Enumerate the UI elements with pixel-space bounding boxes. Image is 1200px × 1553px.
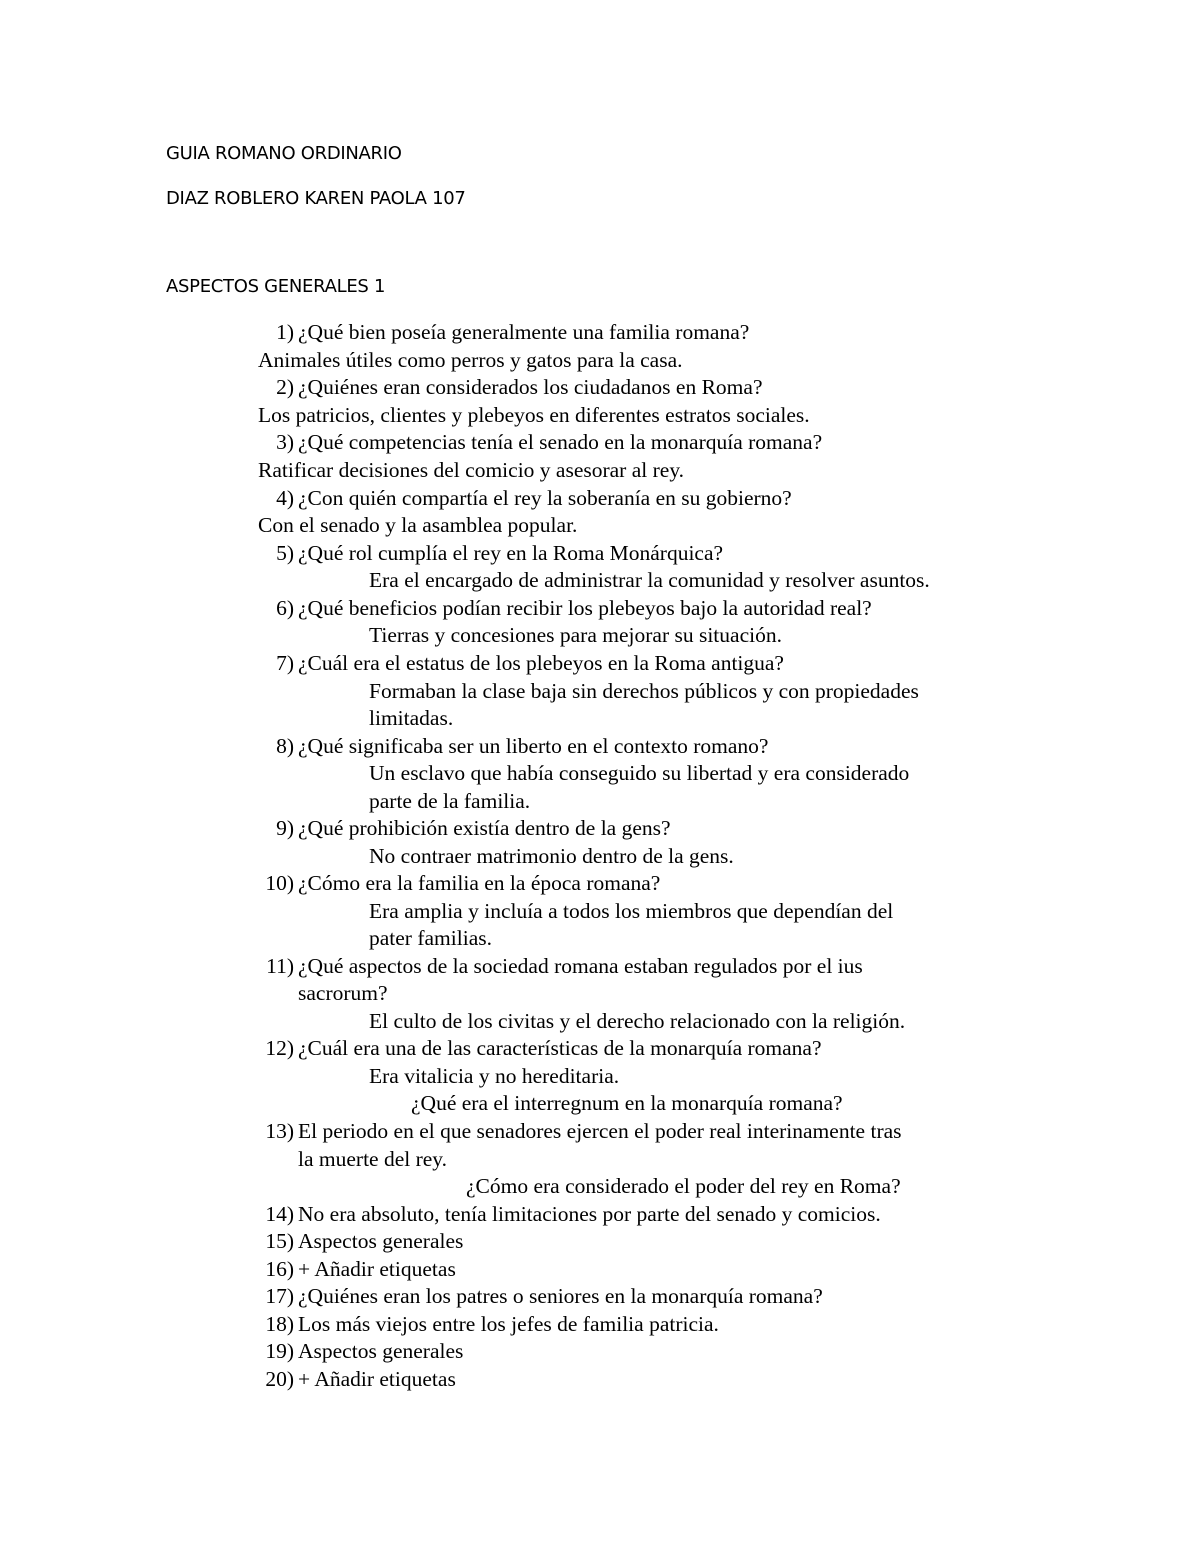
question-text: Aspectos generales	[298, 1339, 464, 1363]
answer-text: ¿Cómo era considerado el poder del rey en Roma?	[466, 1174, 901, 1198]
answer-text: Los patricios, clientes y plebeyos en diferentes estratos sociales.	[258, 403, 810, 427]
answer-text: Formaban la clase baja sin derechos públicos y con propiedades	[369, 679, 919, 703]
answer-text: pater familias.	[369, 926, 492, 950]
question-text: ¿Qué significaba ser un liberto en el contexto romano?	[298, 734, 769, 758]
answer-text: Tierras y concesiones para mejorar su situación.	[369, 623, 782, 647]
question-text: + Añadir etiquetas	[298, 1257, 456, 1281]
question-number: 9)	[276, 816, 294, 840]
question-text: Los más viejos entre los jefes de familia patricia.	[298, 1312, 719, 1336]
question-number: 1)	[276, 320, 294, 344]
question-number: 10)	[265, 871, 294, 895]
question-text: El periodo en el que senadores ejercen el poder real interinamente tras	[298, 1119, 902, 1143]
answer-text: Ratificar decisiones del comicio y asesorar al rey.	[258, 458, 685, 482]
question-number: 6)	[276, 596, 294, 620]
answer-text: No contraer matrimonio dentro de la gens.	[369, 844, 734, 868]
question-number: 16)	[265, 1257, 294, 1281]
question-number: 11)	[266, 954, 294, 978]
question-text: + Añadir etiquetas	[298, 1367, 456, 1391]
question-text: ¿Con quién compartía el rey la soberanía en su gobierno?	[298, 486, 792, 510]
answer-text: sacrorum?	[298, 981, 388, 1005]
question-number: 17)	[265, 1284, 294, 1308]
answer-text: Era vitalicia y no hereditaria.	[369, 1064, 620, 1088]
question-text: ¿Cómo era la familia en la época romana?	[298, 871, 661, 895]
question-number: 3)	[276, 430, 294, 454]
question-number: 18)	[265, 1312, 294, 1336]
answer-text: limitadas.	[369, 706, 454, 730]
question-text: No era absoluto, tenía limitaciones por parte del senado y comicios.	[298, 1202, 881, 1226]
question-text: ¿Qué prohibición existía dentro de la gens?	[298, 816, 671, 840]
answer-text: Con el senado y la asamblea popular.	[258, 513, 578, 537]
question-number: 5)	[276, 541, 294, 565]
question-text: ¿Qué beneficios podían recibir los plebeyos bajo la autoridad real?	[298, 596, 872, 620]
answer-text: parte de la familia.	[369, 789, 531, 813]
answer-text: Un esclavo que había conseguido su libertad y era considerado	[369, 761, 910, 785]
question-number: 7)	[276, 651, 294, 675]
question-number: 15)	[265, 1229, 294, 1253]
question-text: ¿Cuál era el estatus de los plebeyos en la Roma antigua?	[298, 651, 784, 675]
answer-text: ¿Qué era el interregnum en la monarquía romana?	[411, 1091, 843, 1115]
question-number: 2)	[276, 375, 294, 399]
question-text: ¿Qué rol cumplía el rey en la Roma Monárquica?	[298, 541, 724, 565]
answer-text: la muerte del rey.	[298, 1147, 448, 1171]
question-text: ¿Qué competencias tenía el senado en la monarquía romana?	[298, 430, 823, 454]
question-text: ¿Quiénes eran considerados los ciudadanos en Roma?	[298, 375, 763, 399]
question-number: 12)	[265, 1036, 294, 1060]
answer-text: El culto de los civitas y el derecho relacionado con la religión.	[369, 1009, 906, 1033]
question-number: 20)	[265, 1367, 294, 1391]
question-number: 4)	[276, 486, 294, 510]
question-number: 14)	[265, 1202, 294, 1226]
question-text: ¿Quiénes eran los patres o seniores en la monarquía romana?	[298, 1284, 823, 1308]
student-name: DIAZ ROBLERO KAREN PAOLA 107	[166, 188, 466, 209]
section-heading: ASPECTOS GENERALES 1	[166, 276, 386, 297]
question-text: ¿Qué aspectos de la sociedad romana estaban regulados por el ius	[298, 954, 863, 978]
question-number: 8)	[276, 734, 294, 758]
document-title: GUIA ROMANO ORDINARIO	[166, 143, 402, 164]
question-number: 13)	[265, 1119, 294, 1143]
answer-text: Era amplia y incluía a todos los miembros que dependían del	[369, 899, 894, 923]
question-text: Aspectos generales	[298, 1229, 464, 1253]
question-text: ¿Cuál era una de las características de la monarquía romana?	[298, 1036, 822, 1060]
question-text: ¿Qué bien poseía generalmente una familia romana?	[298, 320, 750, 344]
question-number: 19)	[265, 1339, 294, 1363]
answer-text: Animales útiles como perros y gatos para la casa.	[258, 348, 683, 372]
answer-text: Era el encargado de administrar la comunidad y resolver asuntos.	[369, 568, 930, 592]
